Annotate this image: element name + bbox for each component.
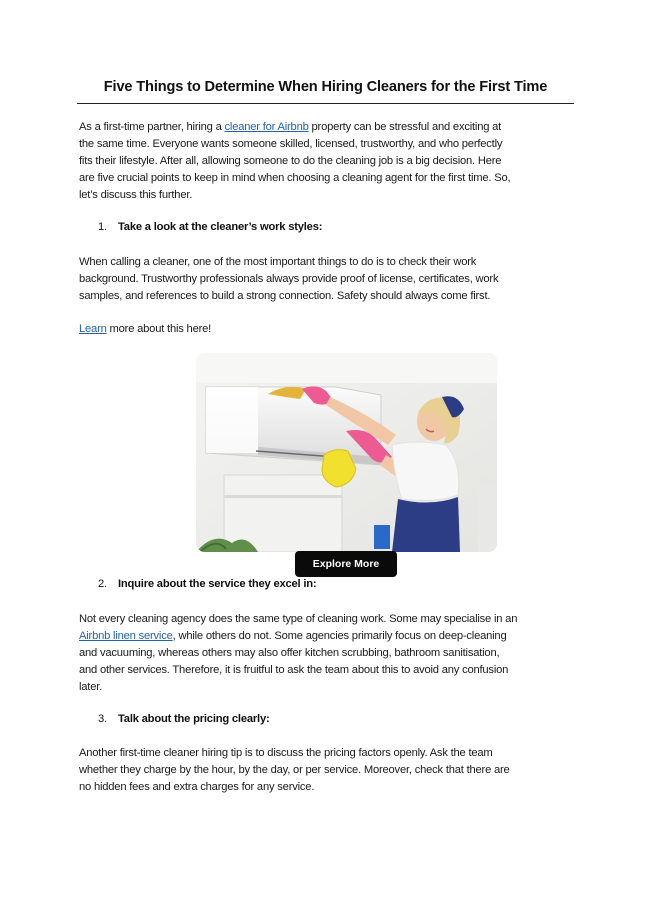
paragraph-line: no hidden fees and extra charges for any service.	[79, 781, 315, 793]
section-1-paragraph	[79, 254, 569, 305]
paragraph-line: Not every cleaning agency does the same type of cleaning work. Some may specialise in an	[79, 613, 518, 625]
intro-line	[79, 119, 569, 136]
intro-text: property can be stressful and exciting at	[308, 121, 502, 133]
airbnb-linen-service-link[interactable]: Airbnb linen service	[79, 630, 173, 642]
section-3-heading-text: Talk about the pricing clearly:	[118, 713, 270, 725]
title-underline	[77, 103, 574, 104]
paragraph-line: and vacuuming, whereas others may also offer kitchen scrubbing, bathroom sanitisation,	[79, 647, 500, 659]
paragraph-line: background. Trustworthy professionals always provide proof of license, certificates, work	[79, 273, 499, 285]
intro-line: are five crucial points to keep in mind when choosing a cleaning agent for the first time. So,	[79, 172, 511, 184]
section-3-paragraph	[79, 745, 569, 796]
section-1-heading-text: Take a look at the cleaner’s work styles:	[118, 221, 323, 233]
page-title: Five Things to Determine When Hiring Cleaners for the First Time	[103, 79, 548, 95]
paragraph-line: later.	[79, 681, 103, 693]
paragraph-line: Another first-time cleaner hiring tip is to discuss the pricing factors openly. Ask the team	[79, 747, 493, 759]
cleaning-illustration	[196, 353, 497, 552]
section-2-paragraph	[79, 611, 569, 696]
section-2-heading	[98, 578, 316, 590]
intro-line: fits their lifestyle. After all, allowing someone to do the cleaning job is a big decision. Here	[79, 155, 502, 167]
paragraph-line: and other services. Therefore, it is fruitful to ask the team about this to avoid any confusion	[79, 664, 509, 676]
cleaning-photo	[196, 353, 497, 552]
learn-link[interactable]: Learn	[79, 323, 107, 335]
intro-paragraph	[79, 119, 569, 204]
cleaner-for-airbnb-link[interactable]: cleaner for Airbnb	[224, 121, 309, 133]
intro-line: let’s discuss this further.	[79, 189, 193, 201]
paragraph-text: , while others do not. Some agencies primarily focus on deep-cleaning	[172, 630, 507, 642]
paragraph-line: When calling a cleaner, one of the most important things to do is to check their work	[79, 256, 477, 268]
section-2-heading-text: Inquire about the service they excel in:	[118, 578, 317, 590]
explore-more-button[interactable]: Explore More	[295, 551, 397, 577]
intro-line: the same time. Everyone wants someone skilled, licensed, trustworthy, and who perfectly	[79, 138, 503, 150]
list-number: 3.	[98, 713, 107, 725]
section-3-heading	[98, 713, 270, 725]
intro-text: As a first-time partner, hiring a	[79, 121, 225, 133]
section-1-heading	[98, 221, 322, 233]
learn-more-line	[79, 321, 569, 338]
list-number: 1.	[98, 221, 107, 233]
learn-more-text: more about this here!	[106, 323, 212, 335]
list-number: 2.	[98, 578, 107, 590]
paragraph-line: whether they charge by the hour, by the day, or per service. Moreover, check that there are	[79, 764, 510, 776]
paragraph-line	[79, 628, 569, 645]
paragraph-line: samples, and references to build a strong connection. Safety should always come first.	[79, 290, 491, 302]
